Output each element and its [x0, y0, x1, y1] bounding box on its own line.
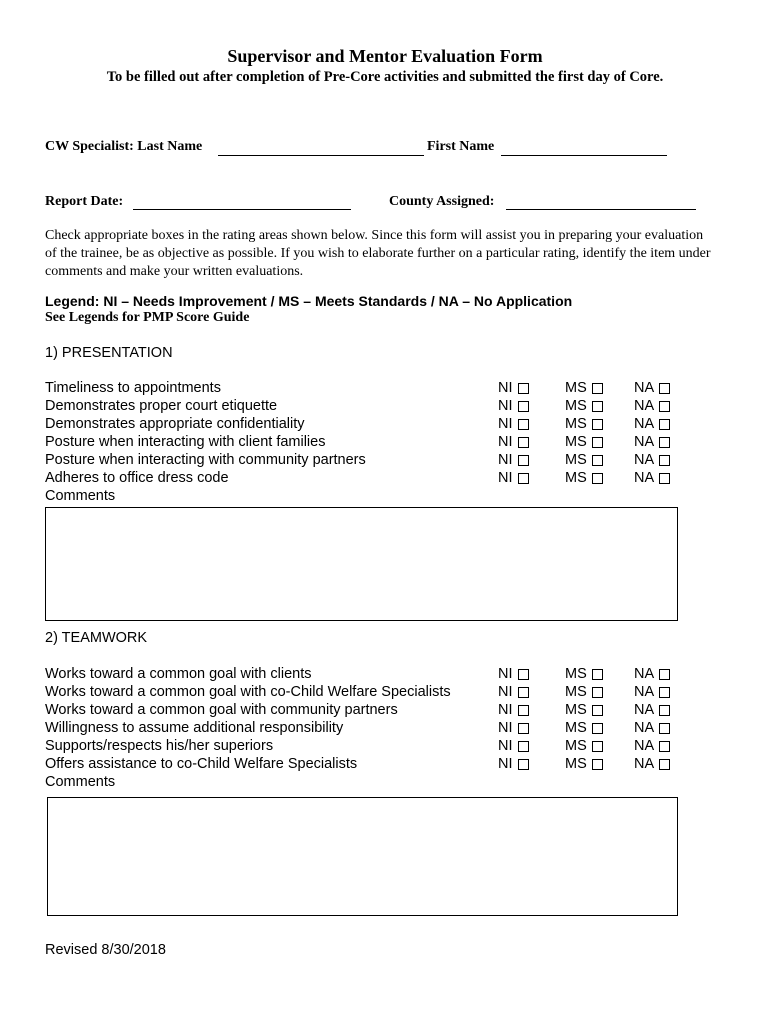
rating-item-label: Offers assistance to co-Child Welfare Specialists — [45, 756, 358, 772]
ms-checkbox[interactable]: MS — [565, 720, 603, 738]
checkbox-icon — [659, 723, 670, 734]
legend-line: Legend: NI – Needs Improvement / MS – Meets Standards / NA – No Application — [45, 293, 573, 309]
checkbox-icon — [659, 669, 670, 680]
na-checkbox[interactable]: NA — [634, 666, 670, 684]
presentation-comments-box[interactable] — [45, 507, 678, 621]
comments-label: Comments — [45, 774, 116, 790]
checkbox-icon — [592, 419, 603, 430]
rating-item-label: Works toward a common goal with co-Child Welfare Specialists — [45, 684, 451, 700]
ms-checkbox[interactable]: MS — [565, 666, 603, 684]
na-checkbox[interactable]: NA — [634, 452, 670, 470]
checkbox-icon — [659, 705, 670, 716]
last-name-label: CW Specialist: Last Name — [45, 139, 203, 154]
section-teamwork-title: 2) TEAMWORK — [45, 630, 148, 646]
checkbox-icon — [518, 669, 529, 680]
checkbox-icon — [518, 473, 529, 484]
legend-guide-line: See Legends for PMP Score Guide — [45, 310, 250, 325]
checkbox-icon — [659, 741, 670, 752]
ms-checkbox[interactable]: MS — [565, 738, 603, 756]
ms-checkbox[interactable]: MS — [565, 470, 603, 488]
checkbox-icon — [518, 687, 529, 698]
checkbox-icon — [518, 741, 529, 752]
checkbox-icon — [659, 419, 670, 430]
checkbox-icon — [592, 437, 603, 448]
na-checkbox[interactable]: NA — [634, 702, 670, 720]
checkbox-icon — [518, 419, 529, 430]
rating-item-label: Demonstrates proper court etiquette — [45, 398, 278, 414]
rating-item-label: Supports/respects his/her superiors — [45, 738, 274, 754]
checkbox-icon — [592, 723, 603, 734]
ms-checkbox[interactable]: MS — [565, 380, 603, 398]
na-checkbox[interactable]: NA — [634, 470, 670, 488]
rating-item-label: Timeliness to appointments — [45, 380, 221, 396]
checkbox-icon — [659, 687, 670, 698]
last-name-field[interactable] — [218, 155, 424, 156]
na-checkbox[interactable]: NA — [634, 684, 670, 702]
checkbox-icon — [592, 669, 603, 680]
checkbox-icon — [518, 383, 529, 394]
checkbox-icon — [592, 401, 603, 412]
ni-checkbox[interactable]: NI — [498, 452, 529, 470]
rating-item-label: Posture when interacting with community partners — [45, 452, 366, 468]
rating-item-label: Willingness to assume additional responsibility — [45, 720, 344, 736]
teamwork-comments-box[interactable] — [47, 797, 678, 916]
checkbox-icon — [659, 437, 670, 448]
ni-checkbox[interactable]: NI — [498, 738, 529, 756]
na-checkbox[interactable]: NA — [634, 720, 670, 738]
checkbox-icon — [592, 705, 603, 716]
ni-checkbox[interactable]: NI — [498, 380, 529, 398]
na-checkbox[interactable]: NA — [634, 738, 670, 756]
section-presentation-title: 1) PRESENTATION — [45, 345, 173, 361]
form-title: Supervisor and Mentor Evaluation Form — [227, 46, 543, 66]
na-checkbox[interactable]: NA — [634, 756, 670, 774]
ms-checkbox[interactable]: MS — [565, 434, 603, 452]
checkbox-icon — [659, 759, 670, 770]
checkbox-icon — [592, 383, 603, 394]
checkbox-icon — [592, 759, 603, 770]
checkbox-icon — [518, 759, 529, 770]
checkbox-icon — [592, 455, 603, 466]
checkbox-icon — [518, 705, 529, 716]
checkbox-icon — [592, 687, 603, 698]
ni-checkbox[interactable]: NI — [498, 470, 529, 488]
checkbox-icon — [518, 437, 529, 448]
first-name-field[interactable] — [501, 155, 667, 156]
checkbox-icon — [659, 455, 670, 466]
form-subtitle: To be filled out after completion of Pre-Core activities and submitted the first day of Core. — [106, 69, 664, 85]
ms-checkbox[interactable]: MS — [565, 416, 603, 434]
na-checkbox[interactable]: NA — [634, 416, 670, 434]
report-date-label: Report Date: — [45, 194, 124, 209]
ms-checkbox[interactable]: MS — [565, 756, 603, 774]
na-checkbox[interactable]: NA — [634, 434, 670, 452]
ni-checkbox[interactable]: NI — [498, 756, 529, 774]
ni-checkbox[interactable]: NI — [498, 398, 529, 416]
rating-item-label: Demonstrates appropriate confidentiality — [45, 416, 305, 432]
rating-item-label: Adheres to office dress code — [45, 470, 229, 486]
checkbox-icon — [518, 723, 529, 734]
checkbox-icon — [592, 473, 603, 484]
ms-checkbox[interactable]: MS — [565, 702, 603, 720]
checkbox-icon — [659, 401, 670, 412]
ni-checkbox[interactable]: NI — [498, 702, 529, 720]
ni-checkbox[interactable]: NI — [498, 416, 529, 434]
checkbox-icon — [518, 455, 529, 466]
comments-label: Comments — [45, 488, 116, 504]
ms-checkbox[interactable]: MS — [565, 398, 603, 416]
ni-checkbox[interactable]: NI — [498, 666, 529, 684]
rating-item-label: Works toward a common goal with community partners — [45, 702, 398, 718]
checkbox-icon — [659, 473, 670, 484]
ni-checkbox[interactable]: NI — [498, 684, 529, 702]
instructions-text: Check appropriate boxes in the rating areas shown below. Since this form will assist you in preparing your evaluation of the trainee, be as objective as possible. If you wish to elaborate further on a particular rating, identify the item under comments and make your written evaluations. — [45, 228, 711, 279]
na-checkbox[interactable]: NA — [634, 380, 670, 398]
county-label: County Assigned: — [389, 194, 495, 209]
na-checkbox[interactable]: NA — [634, 398, 670, 416]
ni-checkbox[interactable]: NI — [498, 434, 529, 452]
ms-checkbox[interactable]: MS — [565, 684, 603, 702]
checkbox-icon — [592, 741, 603, 752]
revised-date: Revised 8/30/2018 — [45, 942, 166, 958]
report-date-field[interactable] — [133, 209, 351, 210]
county-field[interactable] — [506, 209, 696, 210]
first-name-label: First Name — [427, 139, 495, 154]
rating-item-label: Works toward a common goal with clients — [45, 666, 312, 682]
ni-checkbox[interactable]: NI — [498, 720, 529, 738]
rating-item-label: Posture when interacting with client families — [45, 434, 326, 450]
ms-checkbox[interactable]: MS — [565, 452, 603, 470]
checkbox-icon — [518, 401, 529, 412]
checkbox-icon — [659, 383, 670, 394]
